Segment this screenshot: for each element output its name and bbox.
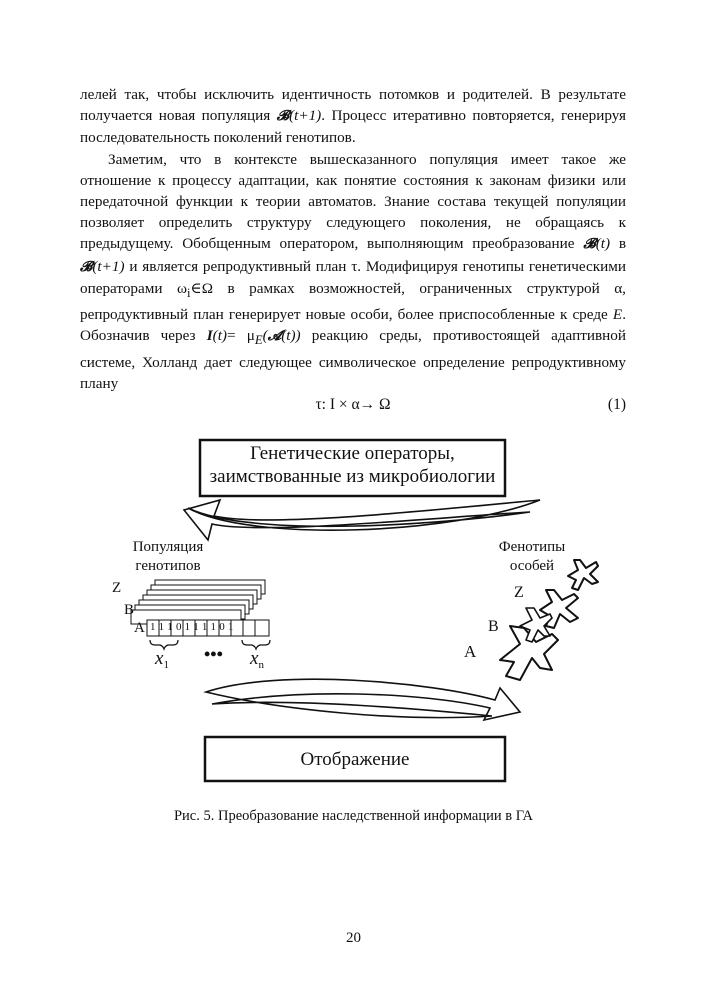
x-first-index: 1: [163, 659, 169, 671]
right-label-line: Фенотипы: [498, 539, 566, 555]
upper-arrow: [184, 500, 540, 540]
left-label-line: генотипов: [135, 558, 201, 574]
x-last-index: n: [258, 659, 264, 671]
row-z-right: Z: [514, 584, 524, 601]
equation-1: [80, 394, 626, 416]
subscript: i: [186, 285, 191, 300]
row-z-left: Z: [112, 580, 122, 596]
body-text: [80, 84, 626, 416]
row-b-right: B: [488, 618, 499, 635]
text-run: и является репродуктивный план τ. Модифицируя генотипы генетическими операторами ω: [80, 257, 626, 297]
text-run: . Обозначив через: [80, 306, 626, 345]
population-symbol: 𝓑: [80, 258, 93, 275]
reaction-symbol: I: [206, 327, 213, 345]
paragraph-2: [80, 149, 626, 394]
text-run: = μ: [227, 327, 255, 345]
subscript: E: [254, 333, 263, 348]
text-run: ∈Ω в рамках возможностей, ограниченных структурой α, репродуктивный план генерирует новые особи, более приспособленные к среде: [80, 279, 626, 324]
bottom-box-label: Отображение: [300, 749, 410, 770]
text-run: реакцию среды, противостоящей адаптивной системе, Холланд дает следующее символическое определение репродуктивному плану: [80, 327, 627, 392]
population-symbol: 𝓑: [583, 236, 596, 253]
left-label: [108, 538, 228, 576]
text-run: . Процесс итеративно повторяется, генерируя последовательность поколений генотипов.: [80, 107, 626, 147]
equation-body: τ: I × α→ Ω: [315, 395, 391, 413]
right-label-line: особей: [509, 558, 555, 574]
paragraph-1: [80, 84, 626, 149]
row-a-right: A: [464, 642, 477, 661]
text-run: Заметим, что в контексте вышесказанного популяция имеет такое же отношение к процессу адаптации, как понятие состояния к законам физики или передаточной функции к теории автоматов. Знание состава текущей популяции позволяет определить структуру следующего поколения, не обращаясь к предыдущему. Обобщенным оператором, выполняющим преобразование: [80, 150, 626, 253]
text-run: (: [262, 327, 268, 345]
x-first: [155, 648, 169, 671]
lower-arrow: [206, 679, 520, 720]
text-run: лелей так, чтобы исключить идентичность потомков и родителей. В результате получается новая популяция: [80, 86, 626, 125]
text-run: в: [610, 235, 627, 253]
text-run: (t): [595, 235, 611, 253]
text-run: (t+1): [92, 257, 125, 275]
x-last: [250, 648, 264, 671]
text-run: (t)): [281, 327, 301, 345]
row-a-left: A: [134, 620, 145, 636]
x-first-symbol: x: [155, 648, 164, 669]
page-number: 20: [346, 930, 361, 946]
structure-symbol: 𝓐: [267, 328, 282, 345]
text-run: (t+1): [289, 107, 322, 125]
top-box-line: заимствованные из микробиологии: [209, 466, 496, 487]
row-b-left: B: [124, 602, 135, 618]
genotype-bits: 1 1 1 0 1 1 1 1 0 1: [150, 621, 234, 633]
text-run: (t): [212, 327, 227, 345]
x-last-symbol: x: [250, 648, 259, 669]
top-box: [200, 442, 505, 488]
population-symbol: 𝓑: [276, 108, 290, 125]
figure-caption: Рис. 5. Преобразование наследственной информации в ГА: [173, 808, 534, 824]
figure-5: [100, 430, 610, 790]
x-ellipsis: •••: [204, 644, 223, 664]
right-label: [472, 538, 592, 576]
bottom-box: [205, 748, 505, 771]
environment-symbol: E: [612, 306, 623, 324]
top-box-line: Генетические операторы,: [250, 443, 455, 464]
left-label-line: Популяция: [132, 539, 204, 555]
equation-number: (1): [607, 395, 626, 413]
